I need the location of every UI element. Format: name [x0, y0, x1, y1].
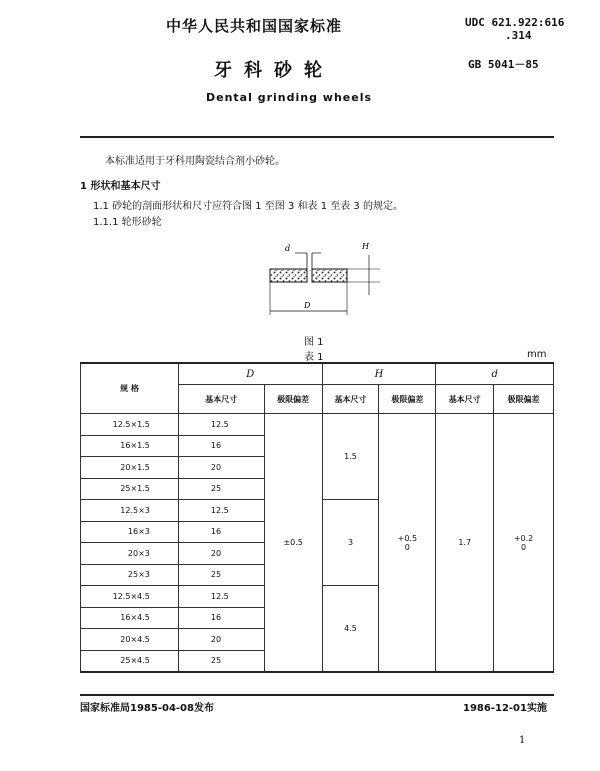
header-divider	[80, 136, 554, 138]
document-title-english: Dental grinding wheels	[206, 91, 373, 104]
group-header-D: D	[178, 363, 322, 385]
group-header-d: d	[436, 363, 554, 385]
gb-standard-number: GB 5041－85	[468, 58, 539, 71]
spec-cell: 20×1.5	[81, 457, 179, 479]
udc-code: UDC 621.922:616	[465, 16, 565, 29]
d-tolerance-cell	[494, 414, 554, 673]
D-basic-cell: 25	[178, 478, 264, 500]
spec-cell: 25×3	[81, 564, 179, 586]
label-D: D	[304, 301, 311, 310]
table-row	[81, 414, 554, 436]
H-basic-header: 基本尺寸	[322, 385, 379, 414]
H-basic-cell: 4.5	[322, 586, 379, 673]
D-basic-cell: 20	[178, 543, 264, 565]
page-number: 1	[519, 735, 526, 746]
spec-cell: 20×3	[81, 543, 179, 565]
section-1-1-text: 1.1 砂轮的剖面形状和尺寸应符合图 1 至图 3 和表 1 至表 3 的规定。	[93, 201, 403, 212]
spec-cell: 25×4.5	[81, 650, 179, 672]
d-basic-cell: 1.7	[436, 414, 494, 673]
figure-caption: 图 1	[304, 337, 324, 348]
d-tolerance-lower: 0	[521, 542, 527, 552]
D-basic-header: 基本尺寸	[178, 385, 264, 414]
H-basic-cell: 3	[322, 500, 379, 586]
D-basic-cell: 20	[178, 629, 264, 651]
H-tolerance-upper: +0.5	[397, 533, 418, 543]
D-basic-cell: 25	[178, 650, 264, 672]
table-caption: 表 1	[304, 352, 324, 363]
d-tolerance-upper: +0.2	[513, 533, 534, 543]
spec-cell: 16×3	[81, 521, 179, 543]
wheel-cross-section-figure	[255, 235, 385, 325]
group-header-H: H	[322, 363, 436, 385]
H-tolerance-lower: 0	[404, 542, 410, 552]
H-tolerance-cell	[379, 414, 436, 673]
spec-cell: 16×1.5	[81, 435, 179, 457]
H-tolerance-header: 极限偏差	[379, 385, 436, 414]
issuing-country-header: 中华人民共和国国家标准	[166, 17, 343, 35]
H-basic-cell: 1.5	[322, 414, 379, 500]
D-basic-cell: 16	[178, 607, 264, 629]
D-tolerance-cell: ±0.5	[264, 414, 322, 673]
D-basic-cell: 16	[178, 435, 264, 457]
wheel-body-right	[312, 269, 347, 282]
spec-cell: 16×4.5	[81, 607, 179, 629]
document-title-chinese: 牙科砂轮	[214, 60, 334, 81]
D-basic-cell: 12.5	[178, 586, 264, 608]
column-spec-header: 规 格	[81, 363, 179, 414]
D-tolerance-header: 极限偏差	[264, 385, 322, 414]
spec-cell: 25×1.5	[81, 478, 179, 500]
footer-divider	[80, 694, 554, 696]
label-d: d	[285, 244, 291, 253]
issue-date: 国家标准局1985-04-08发布	[80, 703, 214, 714]
D-basic-cell: 25	[178, 564, 264, 586]
scope-paragraph: 本标准适用于牙科用陶瓷结合剂小砂轮。	[105, 156, 285, 167]
label-H: H	[362, 242, 369, 251]
d-tolerance-header: 极限偏差	[494, 385, 554, 414]
udc-code-continued: .314	[505, 29, 532, 42]
spec-cell: 12.5×1.5	[81, 414, 179, 436]
dimensions-table	[80, 362, 554, 673]
wheel-body-left	[270, 269, 307, 282]
spec-cell: 12.5×4.5	[81, 586, 179, 608]
section-1-heading: 1 形状和基本尺寸	[80, 181, 161, 192]
D-basic-cell: 16	[178, 521, 264, 543]
spec-cell: 20×4.5	[81, 629, 179, 651]
effective-date: 1986-12-01实施	[463, 703, 547, 714]
D-basic-cell: 12.5	[178, 500, 264, 522]
d-basic-header: 基本尺寸	[436, 385, 494, 414]
section-1-1-1-heading: 1.1.1 轮形砂轮	[93, 217, 162, 228]
D-basic-cell: 20	[178, 457, 264, 479]
D-basic-cell: 12.5	[178, 414, 264, 436]
table-unit: mm	[527, 349, 547, 360]
spec-cell: 12.5×3	[81, 500, 179, 522]
